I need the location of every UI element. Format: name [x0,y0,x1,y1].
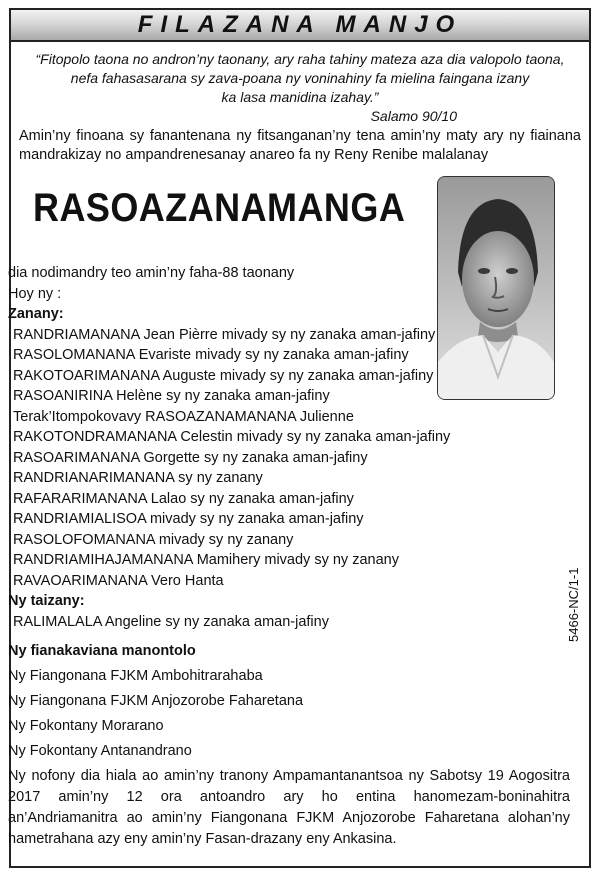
community-entry: Ny Fokontany Antanandrano [8,743,192,759]
scripture-quote [11,42,589,126]
child-entry: RAKOTOARIMANANA Auguste mivady sy ny zanaka aman-jafiny [13,367,434,384]
community-entry: Ny Fiangonana FJKM Anjozorobe Faharetana [8,693,304,709]
family-block [8,263,450,632]
funeral-details: Ny nofony dia hiala ao amin’ny tranony Ampamantanantsoa ny Sabotsy 19 Aogositra 2017 amin’ny 12 ora antoandro ary ho entina hanomezam-boninahitra an’Andriamanitra ao amin’ny Fiangonana FJKM Anjozorobe Faharetana alohan’ny hametrahana azy eny amin’ny Fasan-drazany eny Ankasina. [8,768,570,847]
community-block [8,639,303,764]
child-entry: RAKOTONDRAMANANA Celestin mivady sy ny zanaka aman-jafiny [13,429,451,445]
quote-reference: Salamo 90/10 [370,108,457,124]
header-banner [11,10,589,42]
portrait-photo [437,176,555,400]
community-heading: Ny fianakaviana manontolo [8,643,196,659]
header-title: FILAZANA MANJO [137,11,463,38]
reference-code: 5466-NC/1-1 [566,567,581,642]
child-entry: RASOLOFOMANANA mivady sy ny zanany [13,531,294,548]
siblings-heading: Ny taizany: [8,593,85,609]
quote-line: nefa fahasasarana sy zava-poana ny voninahiny fa mielina faingana izany [70,70,530,86]
quote-line: “Fitopolo taona no andron’ny taonany, ary raha tahiny mateza aza dia valopolo taona, [35,51,565,67]
community-entry: Ny Fiangonana FJKM Ambohitrarahaba [8,668,263,684]
child-entry: Terak’Itompokovavy RASOAZANAMANANA Julienne [13,408,354,425]
children-heading: Zanany: [8,306,64,322]
child-entry: RAFARARIMANANA Lalao sy ny zanaka aman-jafiny [13,490,354,507]
age-line: dia nodimandry teo amin’ny faha-88 taonany [8,265,295,281]
child-entry: RASOLOMANANA Evariste mivady sy ny zanaka aman-jafiny [13,347,409,363]
hoy-label: Hoy ny : [8,285,62,302]
child-entry: RANDRIAMANANA Jean Pièrre mivady sy ny zanaka aman-jafiny [13,326,436,343]
community-entry: Ny Fokontany Morarano [8,718,164,734]
deceased-name: RASOAZANAMANGA [33,186,406,230]
child-entry: RANDRIAMIHAJAMANANA Mamihery mivady sy ny zanany [13,552,399,568]
sibling-entry: RALIMALALA Angeline sy ny zanaka aman-jafiny [13,613,329,630]
intro-paragraph: Amin’ny finoana sy fanantenana ny fitsanganan’ny tena amin’ny maty ary ny fiainana mandrakizay no ampandrenesanay anareo fa ny Reny Renibe malalanay [19,128,581,163]
child-entry: RANDRIAMIALISOA mivady sy ny zanaka aman-jafiny [13,511,364,527]
child-entry: RANDRIANARIMANANA sy ny zanany [13,470,263,486]
child-entry: RAVAOARIMANANA Vero Hanta [13,572,224,589]
child-entry: RASOARIMANANA Gorgette sy ny zanaka aman-jafiny [13,449,368,466]
quote-line: ka lasa manidina izahay.” [221,89,379,105]
portrait-illustration [438,177,554,399]
child-entry: RASOANIRINA Helène sy ny zanaka aman-jafiny [13,388,330,404]
